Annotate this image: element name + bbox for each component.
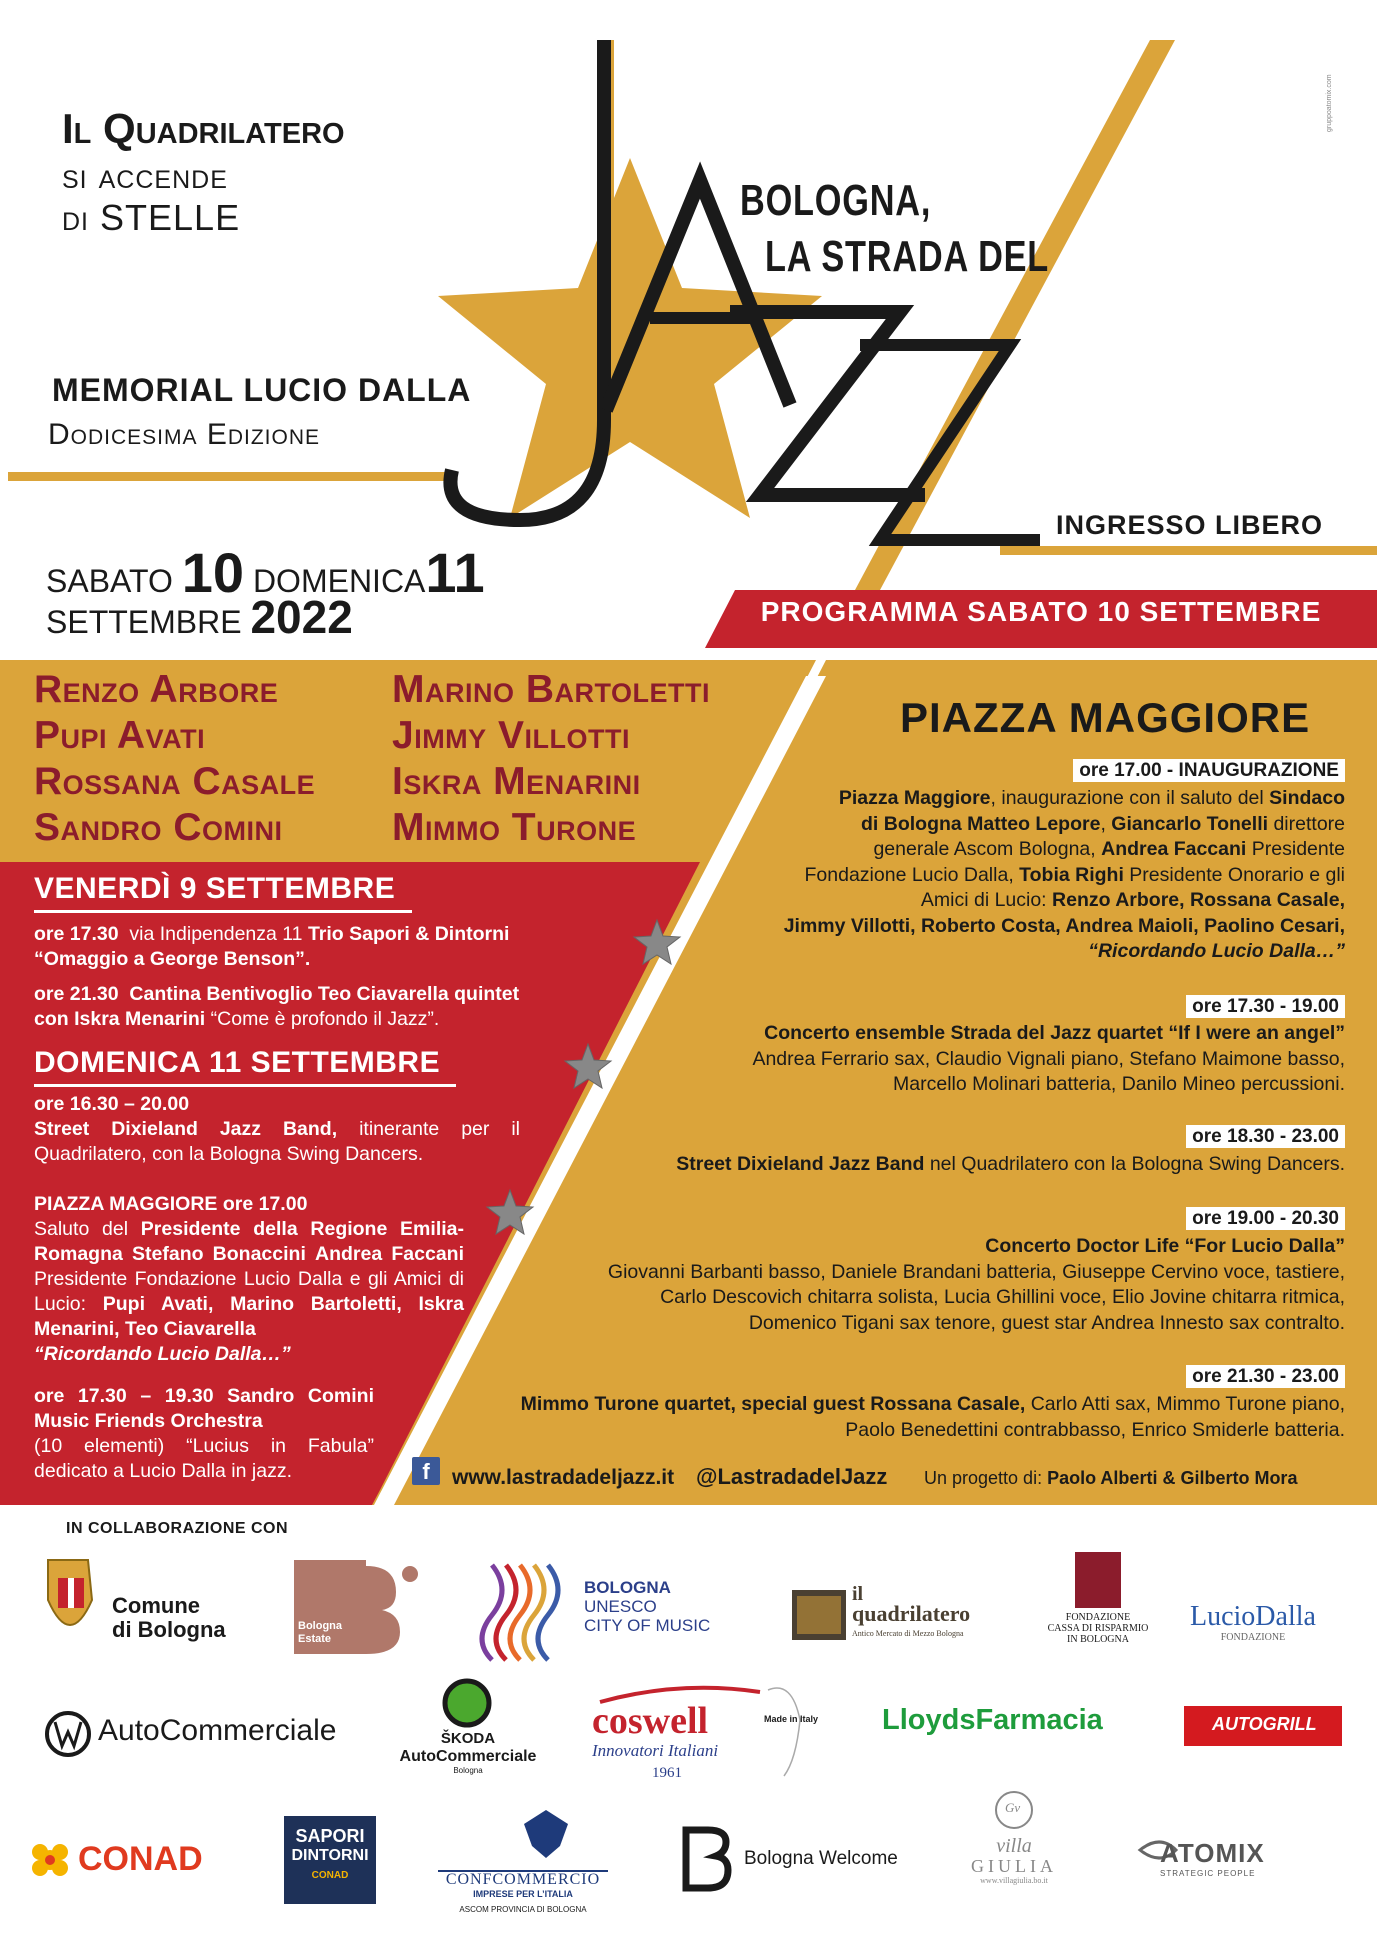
- unesco-l2: UNESCO: [584, 1597, 657, 1616]
- comune-l2: di Bologna: [112, 1617, 226, 1642]
- event-time-badge: ore 21.30 - 23.00: [1186, 1365, 1345, 1388]
- venerdi-e1-time: ore 17.30: [34, 923, 119, 945]
- domenica-e3-band: Sandro Comini Music Friends Orchestra: [34, 1385, 374, 1432]
- gold-line-right: [1000, 546, 1377, 555]
- skoda-logo-graphic: [445, 1681, 489, 1725]
- credit-text: gruppoatomix.com: [1326, 74, 1333, 132]
- artist-mimmo-turone: Mimmo Turone: [392, 806, 637, 849]
- event-5-line: Mimmo Turone quartet, special guest Rossana Casale, Carlo Atti sax, Mimmo Turone piano,: [520, 1393, 1345, 1415]
- coswell-name: coswell: [592, 1700, 709, 1742]
- event-2-description: [585, 1021, 1345, 1098]
- date-sabato: SABATO: [46, 563, 173, 599]
- fondazione-l3: IN BOLOGNA: [1067, 1634, 1129, 1645]
- luciodalla-name: LucioDalla: [1190, 1601, 1316, 1632]
- logo-fondazione-carisbo[interactable]: [1038, 1612, 1158, 1645]
- domenica-e2-quote: “Ricordando Lucio Dalla…”: [34, 1343, 291, 1365]
- bologna-title: BOLOGNA,: [740, 176, 932, 225]
- date-year: 2022: [250, 591, 353, 643]
- sapori-l3: CONAD: [311, 1870, 349, 1881]
- strada-del-title: LA STRADA DEL: [765, 232, 1050, 281]
- domenica-heading: DOMENICA 11 SETTEMBRE: [34, 1046, 441, 1079]
- skoda-l2: AutoCommerciale: [399, 1748, 537, 1765]
- coswell-year: 1961: [652, 1765, 682, 1781]
- website-link[interactable]: www.lastradadeljazz.it: [452, 1466, 675, 1489]
- domenica-underline: [34, 1084, 456, 1087]
- venerdi-underline: [34, 910, 412, 913]
- quadrilatero-di: di: [62, 197, 89, 238]
- comune-crest-graphic: [48, 1560, 92, 1625]
- event-1-description: [625, 786, 1345, 965]
- bologna-estate-l2: Estate: [298, 1633, 332, 1645]
- villa-giulia-monogram: Gv: [1005, 1800, 1021, 1815]
- venerdi-e1-band: Trio Sapori & Dintorni: [307, 923, 510, 945]
- domenica-e2-t2: Presidente Fondazione Lucio Dalla e gli Amici di Lucio:: [34, 1268, 464, 1315]
- event-time-badge: ore 17.30 - 19.00: [1186, 995, 1345, 1018]
- vw-logo-graphic: [47, 1713, 89, 1755]
- date-domenica: DOMENICA: [252, 563, 426, 599]
- venerdi-e1-title: “Omaggio a George Benson”.: [34, 948, 311, 970]
- event-5-description: [445, 1392, 1345, 1443]
- domenica-e2-b2: Andrea Faccani: [315, 1243, 464, 1265]
- event-1-line: Amici di Lucio: Renzo Arbore, Rossana Casale,: [920, 889, 1345, 911]
- venerdi-event-1: [34, 922, 594, 972]
- atomix-l2: STRATEGIC PEOPLE: [1160, 1869, 1256, 1878]
- event-3-description: [545, 1152, 1345, 1178]
- quadrilatero-logo-l3: Antico Mercato di Mezzo Bologna: [852, 1629, 964, 1638]
- programma-banner: PROGRAMMA SABATO 10 SETTEMBRE: [760, 596, 1322, 627]
- quadrilatero-logo-l1: il: [852, 1583, 864, 1605]
- logo-bologna-welcome[interactable]: Bologna Welcome: [744, 1848, 898, 1869]
- event-time-badge: ore 17.00 - INAUGURAZIONE: [1073, 759, 1345, 782]
- venerdi-e2-place: Cantina Bentivoglio: [129, 983, 313, 1005]
- event-3-line: Street Dixieland Jazz Band nel Quadrilatero con la Bologna Swing Dancers.: [676, 1153, 1345, 1175]
- domenica-e2-head: PIAZZA MAGGIORE ore 17.00: [34, 1193, 308, 1215]
- artist-renzo-arbore: Renzo Arbore: [34, 668, 279, 711]
- dates-line-2: [46, 590, 353, 644]
- logo-villa-giulia[interactable]: [954, 1836, 1074, 1886]
- red-left-column-cut: [0, 1490, 380, 1505]
- domenica-e3-time: ore 17.30 – 19.30: [34, 1385, 214, 1407]
- event-1-line: Fondazione Lucio Dalla, Tobia Righi Presidente Onorario e gli: [804, 863, 1345, 886]
- artist-marino-bartoletti: Marino Bartoletti: [392, 668, 710, 711]
- fondazione-graphic: [1075, 1552, 1121, 1608]
- edition-label: Dodicesima Edizione: [48, 418, 321, 451]
- event-2-time: [1186, 996, 1345, 1018]
- event-1-line: “Ricordando Lucio Dalla…”: [1088, 940, 1345, 962]
- event-2-line: Concerto ensemble Strada del Jazz quartet “If I were an angel”: [764, 1022, 1345, 1044]
- villa-l2: GIULIA: [971, 1856, 1057, 1876]
- event-4-line: Domenico Tigani sax tenore, guest star Andrea Innesto sax contralto.: [748, 1311, 1345, 1334]
- venerdi-e2-title: “Come è profondo il Jazz”.: [210, 1008, 440, 1030]
- villa-url: www.villagiulia.bo.it: [980, 1876, 1048, 1885]
- logo-skoda-autocommerciale[interactable]: [388, 1730, 548, 1776]
- event-1-line: Piazza Maggiore, inaugurazione con il saluto del Sindaco: [838, 787, 1345, 809]
- atomix-l1: ATOMIX: [1160, 1838, 1265, 1868]
- event-1-line: Jimmy Villotti, Roberto Costa, Andrea Maioli, Paolino Cesari,: [783, 914, 1345, 937]
- unesco-waves-graphic: [482, 1565, 558, 1660]
- artist-sandro-comini: Sandro Comini: [34, 806, 283, 849]
- confcommercio-l3: ASCOM PROVINCIA DI BOLOGNA: [459, 1905, 587, 1914]
- piazza-maggiore-heading: PIAZZA MAGGIORE: [900, 694, 1311, 741]
- date-10: 10: [181, 541, 245, 604]
- date-settembre: SETTEMBRE: [46, 604, 242, 640]
- event-2-line: Marcello Molinari batteria, Danilo Mineo percussioni.: [893, 1073, 1345, 1095]
- fondazione-l1: FONDAZIONE: [1065, 1612, 1131, 1623]
- event-4-time: [1186, 1208, 1345, 1230]
- venerdi-e1-place: via Indipendenza 11: [129, 923, 303, 945]
- unesco-l1: BOLOGNA: [584, 1578, 671, 1597]
- event-1-line: di Bologna Matteo Lepore, Giancarlo Tonelli direttore: [861, 812, 1345, 835]
- domenica-e2-b3: Pupi Avati, Marino Bartoletti, Iskra Menarini, Teo Ciavarella: [34, 1293, 464, 1340]
- logo-sapori-dintorni[interactable]: [284, 1826, 376, 1886]
- venerdi-event-2: [34, 982, 594, 1032]
- artist-jimmy-villotti: Jimmy Villotti: [392, 714, 631, 757]
- event-time-badge: ore 19.00 - 20.30: [1186, 1207, 1345, 1230]
- skoda-l1: ŠKODA: [440, 1730, 496, 1747]
- artist-pupi-avati: Pupi Avati: [34, 714, 206, 757]
- domenica-e1-band: Street Dixieland Jazz Band,: [34, 1118, 338, 1140]
- logo-confcommercio[interactable]: [428, 1872, 618, 1917]
- logo-fondazione-lucio-dalla[interactable]: [1190, 1602, 1316, 1644]
- fondazione-l2: CASSA DI RISPARMIO: [1047, 1623, 1149, 1634]
- event-5-line: Paolo Benedettini contrabbasso, Enrico Smiderle batteria.: [845, 1418, 1345, 1441]
- event-4-description: [525, 1234, 1345, 1336]
- domenica-e2-t1: Saluto del: [34, 1218, 129, 1240]
- conad-flower-graphic: [32, 1844, 68, 1876]
- coswell-made-in-italy: Made in Italy: [764, 1714, 819, 1724]
- event-1-line: generale Ascom Bologna, Andrea Faccani Presidente: [873, 838, 1345, 860]
- comune-l1: Comune: [112, 1593, 200, 1618]
- z-letter-2: [860, 345, 1040, 540]
- logo-il-quadrilatero[interactable]: [852, 1584, 970, 1644]
- event-4-line: Giovanni Barbanti basso, Daniele Brandani batteria, Giuseppe Cervino voce, tastiere,: [607, 1260, 1345, 1283]
- facebook-icon[interactable]: f: [412, 1457, 440, 1485]
- domenica-event-1: [34, 1092, 520, 1167]
- logo-coswell[interactable]: [592, 1702, 718, 1784]
- bologna-welcome-graphic: [686, 1830, 728, 1888]
- venerdi-e2-band: Teo Ciavarella quintet: [317, 983, 520, 1005]
- artist-rossana-casale: Rossana Casale: [34, 760, 316, 803]
- skoda-l3: Bologna: [453, 1766, 483, 1775]
- date-11: 11: [425, 541, 485, 604]
- event-2-line: Andrea Ferrario sax, Claudio Vignali piano, Stefano Maimone basso,: [752, 1047, 1345, 1070]
- luciodalla-sub: FONDAZIONE: [1220, 1632, 1286, 1643]
- event-1-time: [1073, 760, 1345, 782]
- confcommercio-l2: IMPRESE PER L’ITALIA: [473, 1889, 573, 1899]
- project-credit: [924, 1468, 1297, 1489]
- social-handle[interactable]: @LastradadelJazz: [696, 1464, 888, 1489]
- quadrilatero-logo-l2: quadrilatero: [852, 1601, 971, 1626]
- logo-atomix[interactable]: [1160, 1840, 1265, 1882]
- sapori-l2: DINTORNI: [291, 1847, 369, 1864]
- venerdi-heading: VENERDÌ 9 SETTEMBRE: [34, 872, 396, 905]
- logo-vw-autocommerciale[interactable]: AutoCommerciale: [98, 1714, 337, 1747]
- collaboration-heading: IN COLLABORAZIONE CON: [66, 1520, 289, 1537]
- domenica-e1-text: itinerante per il Quadrilatero, con la Bologna Swing Dancers.: [34, 1118, 520, 1165]
- villa-l1: villa: [996, 1835, 1032, 1857]
- confcommercio-eagle: [524, 1810, 568, 1858]
- event-4-line: Concerto Doctor Life “For Lucio Dalla”: [985, 1235, 1345, 1257]
- quadrilatero-subtitle-2: [62, 196, 482, 240]
- domenica-e1-time: ore 16.30 – 20.00: [34, 1093, 190, 1115]
- logo-autogrill[interactable]: AUTOGRILL: [1212, 1714, 1317, 1734]
- event-5-time: [1186, 1366, 1345, 1388]
- logo-conad[interactable]: CONAD: [78, 1840, 203, 1878]
- progetto-label: Un progetto di:: [924, 1468, 1043, 1488]
- domenica-e3-text: (10 elementi) “Lucius in Fabula” dedicato a Lucio Dalla in jazz.: [34, 1435, 374, 1482]
- memorial-title: MEMORIAL LUCIO DALLA: [52, 372, 472, 408]
- domenica-event-3: [34, 1384, 374, 1484]
- domenica-event-2: [34, 1192, 464, 1367]
- gold-line-left: [8, 472, 453, 481]
- artist-iskra-menarini: Iskra Menarini: [392, 760, 641, 803]
- logo-lloyds-farmacia[interactable]: LloydsFarmacia: [882, 1704, 1103, 1736]
- sapori-l1: SAPORI: [295, 1826, 365, 1846]
- confcommercio-l1: CONFCOMMERCIO: [445, 1871, 601, 1888]
- quadrilatero-title: Il Quadrilatero: [62, 105, 345, 152]
- logo-bologna-estate[interactable]: [298, 1620, 342, 1646]
- event-4-line: Carlo Descovich chitarra solista, Lucia Ghillini voce, Elio Jovine chitarra ritmica,: [660, 1286, 1345, 1308]
- domenica-e2-b1: Presidente della Regione Emilia-Romagna Stefano Bonaccini: [34, 1218, 464, 1265]
- venerdi-e2-with: con Iskra Menarini: [34, 1008, 206, 1030]
- event-time-badge: ore 18.30 - 23.00: [1186, 1125, 1345, 1148]
- bologna-estate-l1: Bologna: [298, 1620, 342, 1632]
- quadrilatero-subtitle-1: si accende: [62, 155, 228, 196]
- coswell-sub: Innovatori Italiani: [592, 1741, 719, 1760]
- ingresso-libero: INGRESSO LIBERO: [1056, 510, 1324, 540]
- quadrilatero-stelle: STELLE: [100, 197, 241, 238]
- venerdi-e2-time: ore 21.30: [34, 983, 119, 1005]
- progetto-names: Paolo Alberti & Gilberto Mora: [1047, 1468, 1298, 1488]
- logo-comune-di-bologna[interactable]: [112, 1594, 226, 1642]
- unesco-l3: CITY OF MUSIC: [584, 1616, 711, 1635]
- event-3-time: [1186, 1126, 1345, 1148]
- logo-unesco-city-of-music[interactable]: [584, 1578, 710, 1635]
